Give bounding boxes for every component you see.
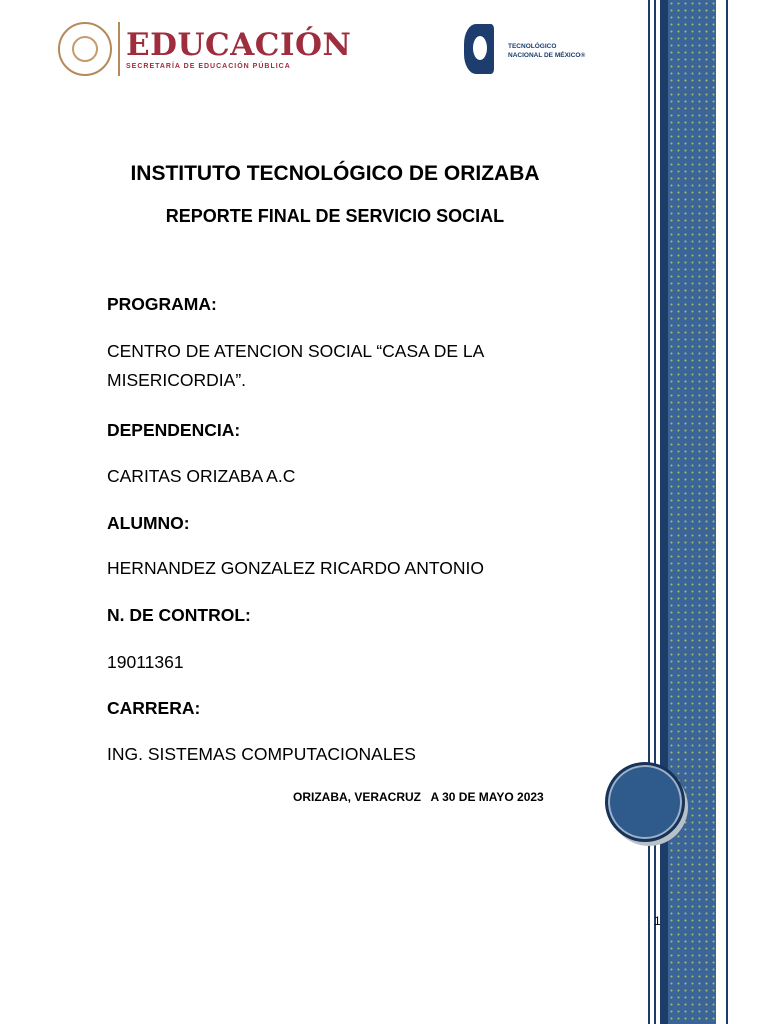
sep-wordmark — [126, 26, 352, 70]
sep-title: EDUCACIÓN — [126, 26, 352, 63]
value-programa: CENTRO DE ATENCION SOCIAL “CASA DE LA MISERICORDIA”. — [107, 341, 484, 390]
tecnm-logo — [464, 20, 585, 76]
band-thin-line — [648, 0, 650, 1024]
place-date: ORIZABA, VERACRUZ A 30 DE MAYO 2023 — [293, 790, 544, 804]
label-alumno: ALUMNO: — [107, 513, 190, 533]
institution-title: INSTITUTO TECNOLÓGICO DE ORIZABA — [130, 162, 540, 185]
page-number: 1 — [654, 914, 661, 928]
decorative-circle — [605, 762, 685, 842]
sep-subtitle: SECRETARÍA DE EDUCACIÓN PÚBLICA — [126, 62, 291, 70]
band-edge-line — [726, 0, 728, 1024]
value-dependencia: CARITAS ORIZABA A.C — [107, 466, 296, 486]
report-title: REPORTE FINAL DE SERVICIO SOCIAL — [165, 206, 505, 226]
band-dark-stripe — [660, 0, 668, 1024]
value-alumno: HERNANDEZ GONZALEZ RICARDO ANTONIO — [107, 558, 484, 578]
sep-logo — [58, 14, 351, 84]
tecnm-line2: NACIONAL DE MÉXICO® — [508, 52, 586, 59]
value-carrera: ING. SISTEMAS COMPUTACIONALES — [107, 744, 416, 764]
mexico-seal-icon — [58, 22, 112, 76]
logo-divider — [118, 22, 120, 76]
label-dependencia: DEPENDENCIA: — [107, 420, 241, 440]
tecnm-line1: TECNOLÓGICO — [508, 43, 557, 50]
value-control: 19011361 — [107, 652, 184, 672]
tecnm-emblem-icon — [464, 20, 498, 76]
band-thin-line-2 — [654, 0, 656, 1024]
label-carrera: CARRERA: — [107, 698, 201, 718]
label-control: N. DE CONTROL: — [107, 605, 251, 625]
label-programa: PROGRAMA: — [107, 294, 217, 314]
decorative-band — [668, 0, 716, 1024]
tecnm-wordmark — [508, 42, 585, 60]
